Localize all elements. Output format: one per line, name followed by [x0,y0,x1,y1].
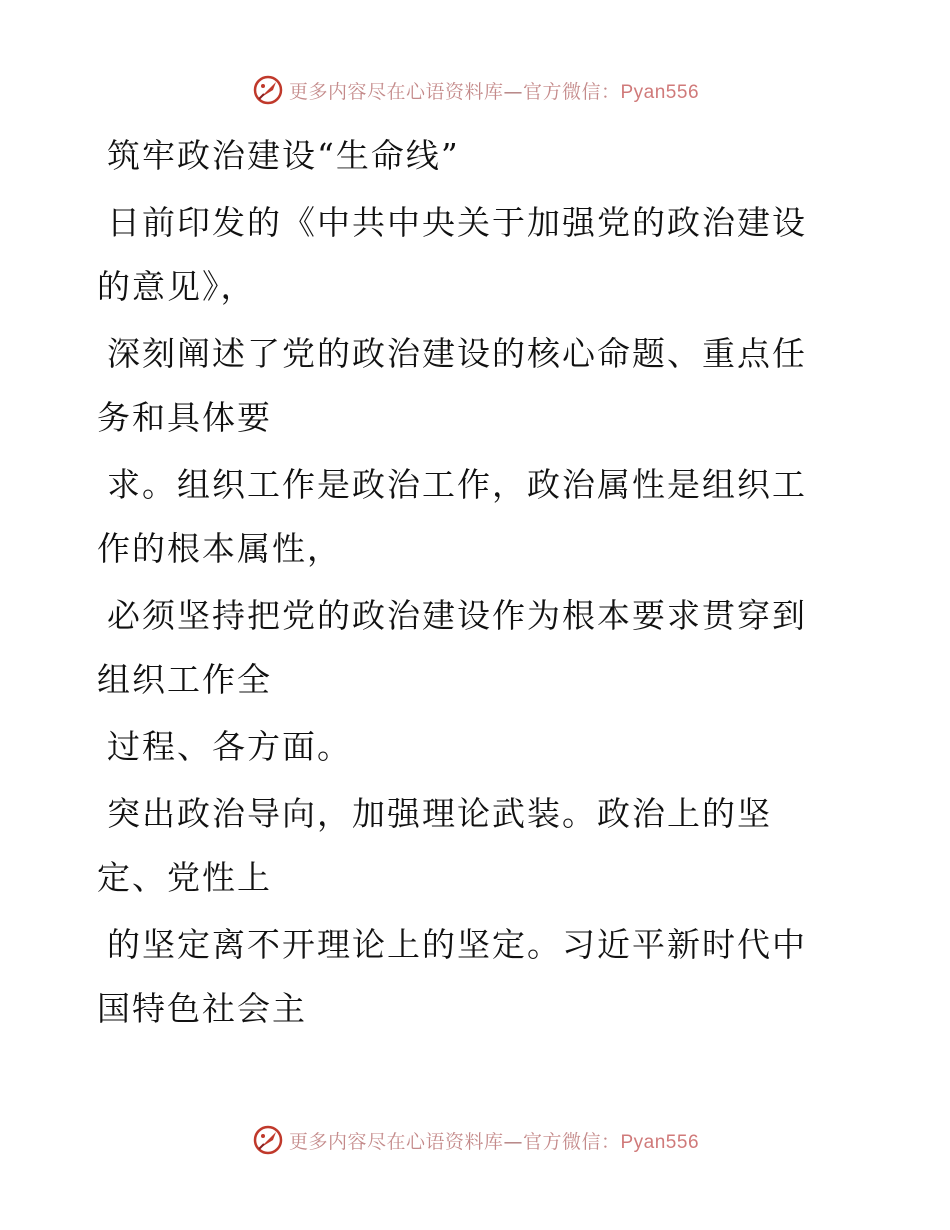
banner-wechat-handle: Pyan556 [620,1131,700,1153]
quill-pen-circle-icon [251,73,285,107]
header-banner [0,70,950,110]
paragraph [97,913,837,1041]
paragraph-text: 过程、各方面。 [107,727,352,766]
banner-text [289,1127,699,1154]
paragraph [97,584,837,712]
paragraph-text: 必须坚持把党的政治建设作为根本要求贯穿到组织工作全 [97,596,807,699]
paragraph-text: 突出政治导向，加强理论武装。政治上的坚定、党性上 [97,794,772,897]
paragraph-text: 深刻阐述了党的政治建设的核心命题、重点任务和具体要 [97,334,807,437]
banner-wechat-label: 官方微信： [522,80,621,103]
document-title [97,124,837,188]
banner-separator: — [503,80,523,103]
paragraph [97,453,837,581]
paragraph [97,322,837,450]
banner-site-name: 更多内容尽在心语资料库 [288,1130,504,1153]
paragraph [97,715,837,779]
banner-separator: — [503,1130,523,1153]
paragraph [97,782,837,910]
document-title-text: 筑牢政治建设“生命线” [107,136,460,175]
paragraph-text: 求。组织工作是政治工作，政治属性是组织工作的根本属性， [97,465,807,568]
footer-banner [0,1120,950,1160]
banner-text [289,77,699,104]
paragraph-text: 日前印发的《中共中央关于加强党的政治建设的意见》， [97,203,807,306]
banner-wechat-label: 官方微信： [522,1130,621,1153]
document-body [97,124,837,1044]
quill-pen-circle-icon [251,1123,285,1157]
paragraph-text: 的坚定离不开理论上的坚定。习近平新时代中国特色社会主 [97,925,807,1028]
banner-wechat-handle: Pyan556 [620,81,700,103]
banner-site-name: 更多内容尽在心语资料库 [288,80,504,103]
paragraph [97,191,837,319]
